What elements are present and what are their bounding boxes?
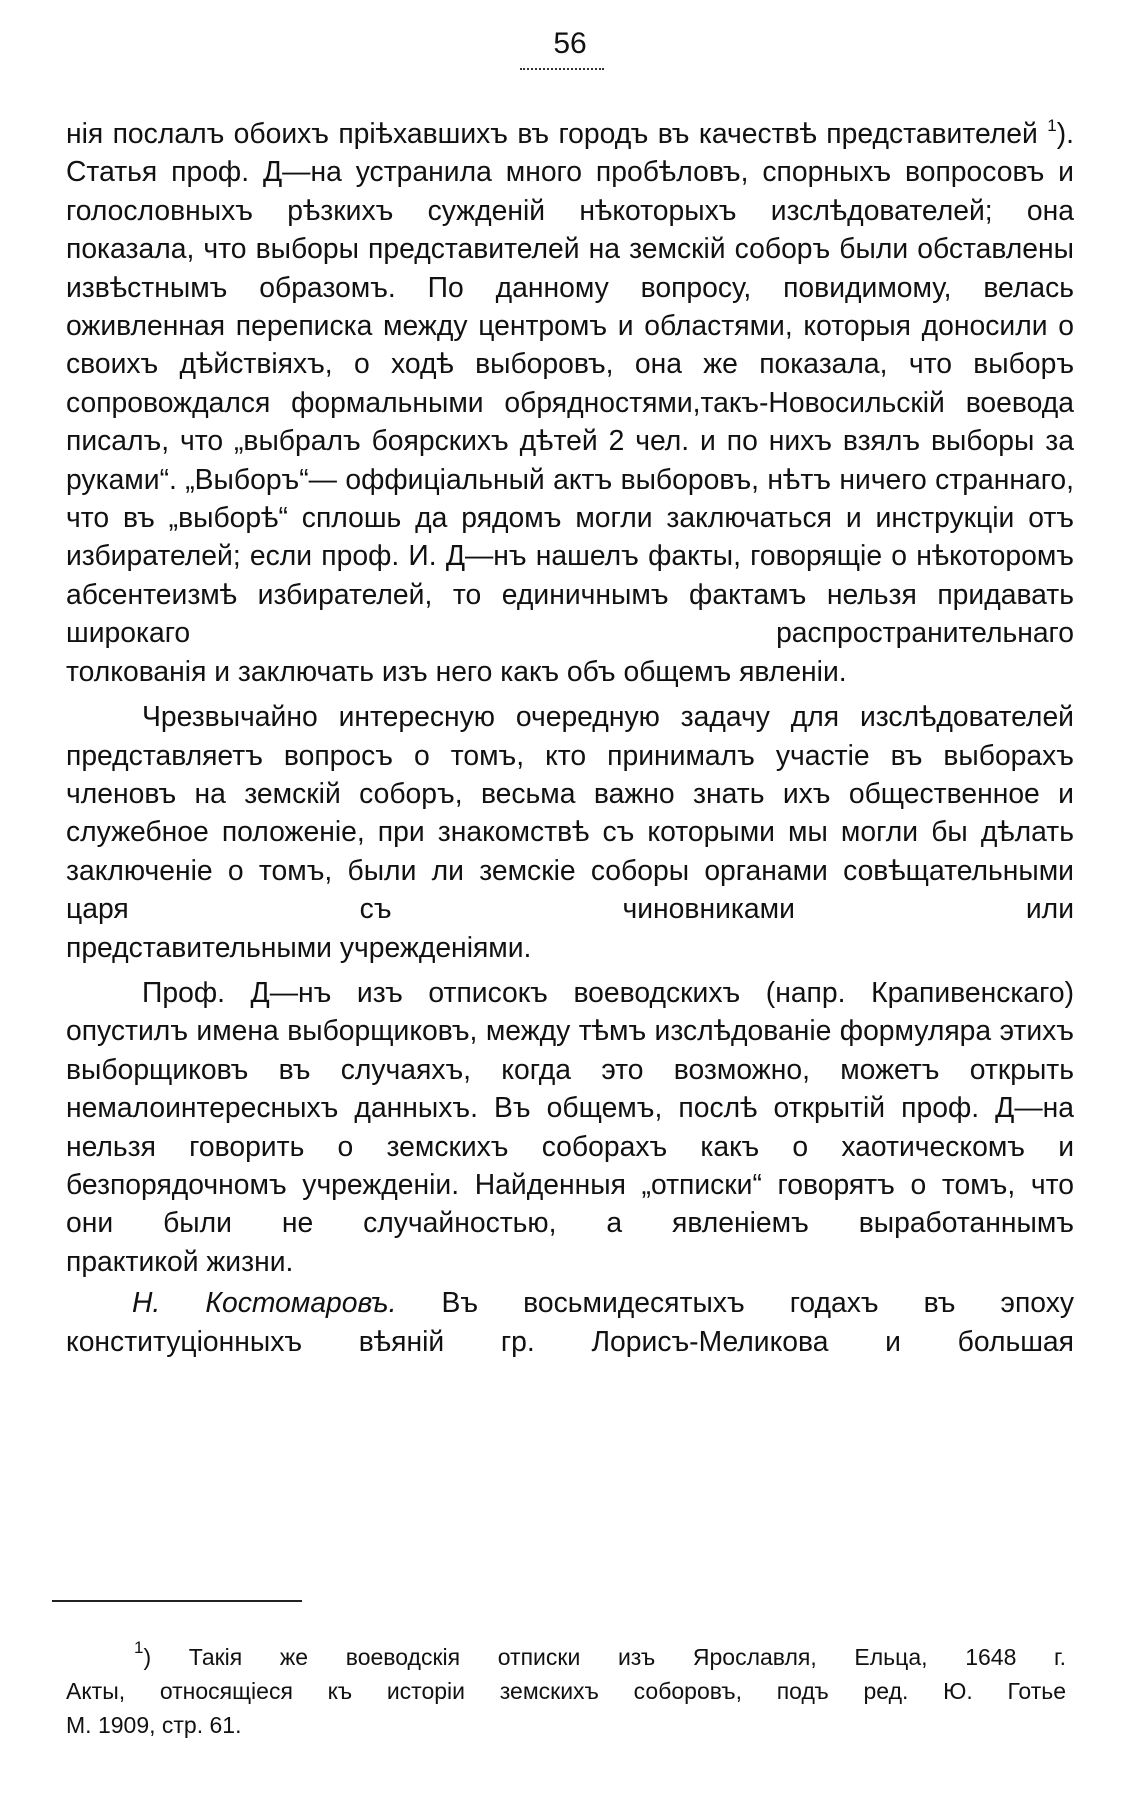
- footnote-line-2: Акты, относящіеся къ исторіи земскихъ соборовъ, подъ ред. Ю. Готье: [66, 1678, 1066, 1704]
- paragraph-4-text: Въ восьмидесятыхъ годахъ въ эпоху конституціонныхъ вѣяній гр. Лорисъ-Меликова и большая: [66, 1286, 1074, 1357]
- footnote-divider: [52, 1600, 302, 1602]
- footnote-mark: 1: [134, 1638, 144, 1657]
- paragraph-1: [66, 114, 1074, 690]
- paragraph-1-text-a: нія послалъ обоихъ пріѣхавшихъ въ городъ въ качествѣ представителей: [66, 117, 1048, 149]
- paragraph-3-last-line: практикой жизни.: [66, 1244, 294, 1277]
- paragraph-2-text: Чрезвычайно интересную очередную задачу для изслѣдователей представляетъ вопросъ о томъ, кто принималъ участіе въ выборахъ членовъ на земскій соборъ, весьма важно знать ихъ общественное и служебное положеніе, при знакомствѣ съ которыми мы могли бы дѣлать заключеніе о томъ, были ли земскіе соборы органами совѣщательными царя съ чиновниками или: [66, 700, 1074, 925]
- footnote: [66, 1640, 1066, 1742]
- body-text: [66, 114, 1074, 1360]
- footnote-line-3: М. 1909, стр. 61.: [66, 1712, 242, 1738]
- page-number-underline: [520, 68, 604, 70]
- paragraph-2-last-line: представительными учрежденіями.: [66, 930, 532, 963]
- paragraph-2: [66, 697, 1074, 966]
- footnote-line-1: [66, 1640, 1066, 1674]
- page-number: 56: [553, 27, 587, 60]
- author-name: Н. Костомаровъ.: [132, 1286, 397, 1319]
- paragraph-1-last-line: толкованія и заключать изъ него какъ объ общемъ явленіи.: [66, 654, 847, 687]
- paragraph-4: [66, 1283, 1074, 1360]
- paragraph-3-text: Проф. Д—нъ изъ отписокъ воеводскихъ (напр. Крапивенскаго) опустилъ имена выборщиковъ, между тѣмъ изслѣдованіе формуляра этихъ выборщиковъ въ случаяхъ, когда это возможно, можетъ открыть немалоинтересныхъ данныхъ. Въ общемъ, послѣ открытій проф. Д—на нельзя говорить о земскихъ соборахъ какъ о хаотическомъ и безпорядочномъ учрежденіи. Найденныя „отписки“ говорятъ о томъ, что они были не случайностью, а явленіемъ выработаннымъ: [66, 975, 1074, 1239]
- footnote-reference-mark: 1: [1047, 116, 1057, 135]
- paragraph-1-text-b: ). Статья проф. Д—на устранила много пробѣловъ, спорныхъ вопросовъ и голословныхъ рѣзкихъ сужденій нѣкоторыхъ изслѣдователей; она показала, что выборы представителей на земскій соборъ были обставлены извѣстнымъ образомъ. По данному вопросу, повидимому, велась оживленная переписка между центромъ и областями, которыя доносили о своихъ дѣйствіяхъ, о ходѣ выборовъ, она же показала, что выборъ сопровождался формальными обрядностями,такъ-Новосильскій воевода писалъ, что „выбралъ боярскихъ дѣтей 2 чел. и по нихъ взялъ выборы за руками“. „Выборъ“— оффиціальный актъ выборовъ, нѣтъ ничего страннаго, что въ „выборѣ“ сплошь да рядомъ могли заключаться и инструкціи отъ избирателей; если проф. И. Д—нъ нашелъ факты, говорящіе о нѣкоторомъ абсентеизмѣ избирателей, то единичнымъ фактамъ нельзя придавать широкаго распространительнаго: [66, 117, 1074, 649]
- paragraph-3: [66, 973, 1074, 1280]
- footnote-line-1-text: ) Такія же воеводскія отписки изъ Ярославля, Ельца, 1648 г.: [143, 1644, 1066, 1670]
